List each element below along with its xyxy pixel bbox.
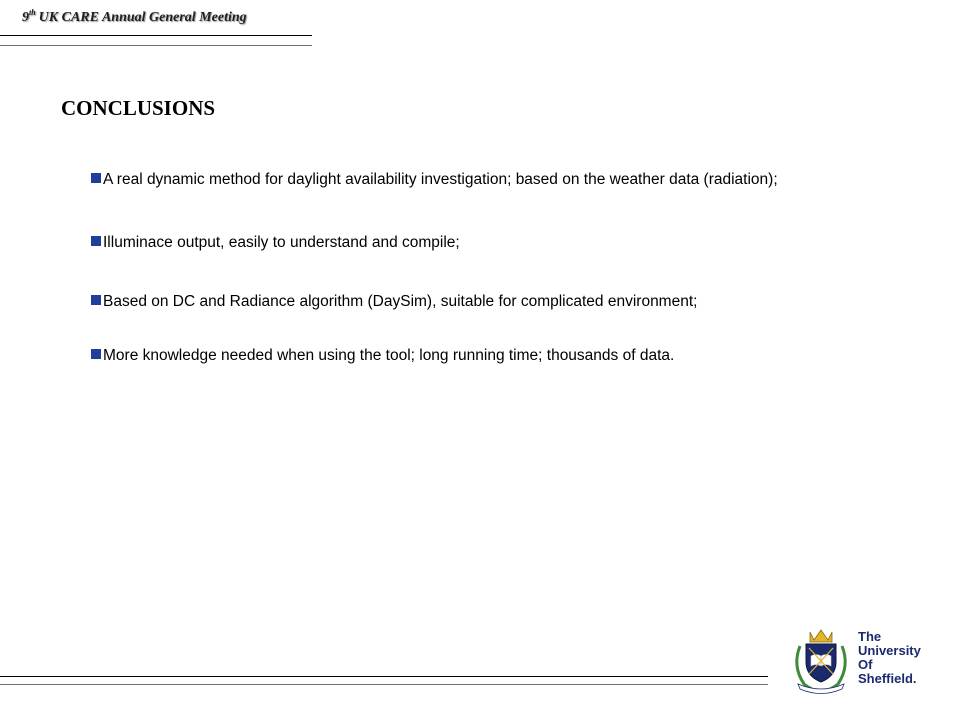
ordinal-suffix: th (29, 8, 36, 17)
wordmark-line: University (858, 643, 921, 658)
square-bullet-icon (91, 349, 101, 359)
wordmark-line: Sheffield. (858, 671, 917, 686)
list-item (91, 170, 778, 190)
header-divider-secondary (0, 45, 312, 46)
ordinal-number: 9 (22, 10, 29, 25)
list-item-text: A real dynamic method for daylight availability investigation; based on the weather data (radiation); (103, 171, 778, 188)
footer-divider-secondary (0, 684, 768, 685)
university-wordmark (858, 630, 921, 686)
list-item (91, 292, 697, 312)
list-item (91, 233, 460, 253)
header-divider (0, 35, 312, 36)
list-item-text: More knowledge needed when using the tool; long running time; thousands of data. (103, 347, 675, 364)
meeting-title-text: UK CARE Annual General Meeting (38, 10, 247, 25)
footer-divider (0, 676, 768, 677)
square-bullet-icon (91, 236, 101, 246)
wordmark-line: The (858, 629, 882, 644)
university-crest-icon (790, 626, 852, 694)
slide-heading: CONCLUSIONS (61, 96, 216, 120)
list-item (91, 346, 674, 366)
square-bullet-icon (91, 173, 101, 183)
wordmark-line: Of (858, 657, 873, 672)
meeting-title (22, 8, 247, 26)
list-item-text: Based on DC and Radiance algorithm (DaySim), suitable for complicated environment; (103, 293, 698, 310)
square-bullet-icon (91, 295, 101, 305)
university-logo (790, 626, 930, 696)
list-item-text: Illuminace output, easily to understand and compile; (103, 234, 460, 251)
